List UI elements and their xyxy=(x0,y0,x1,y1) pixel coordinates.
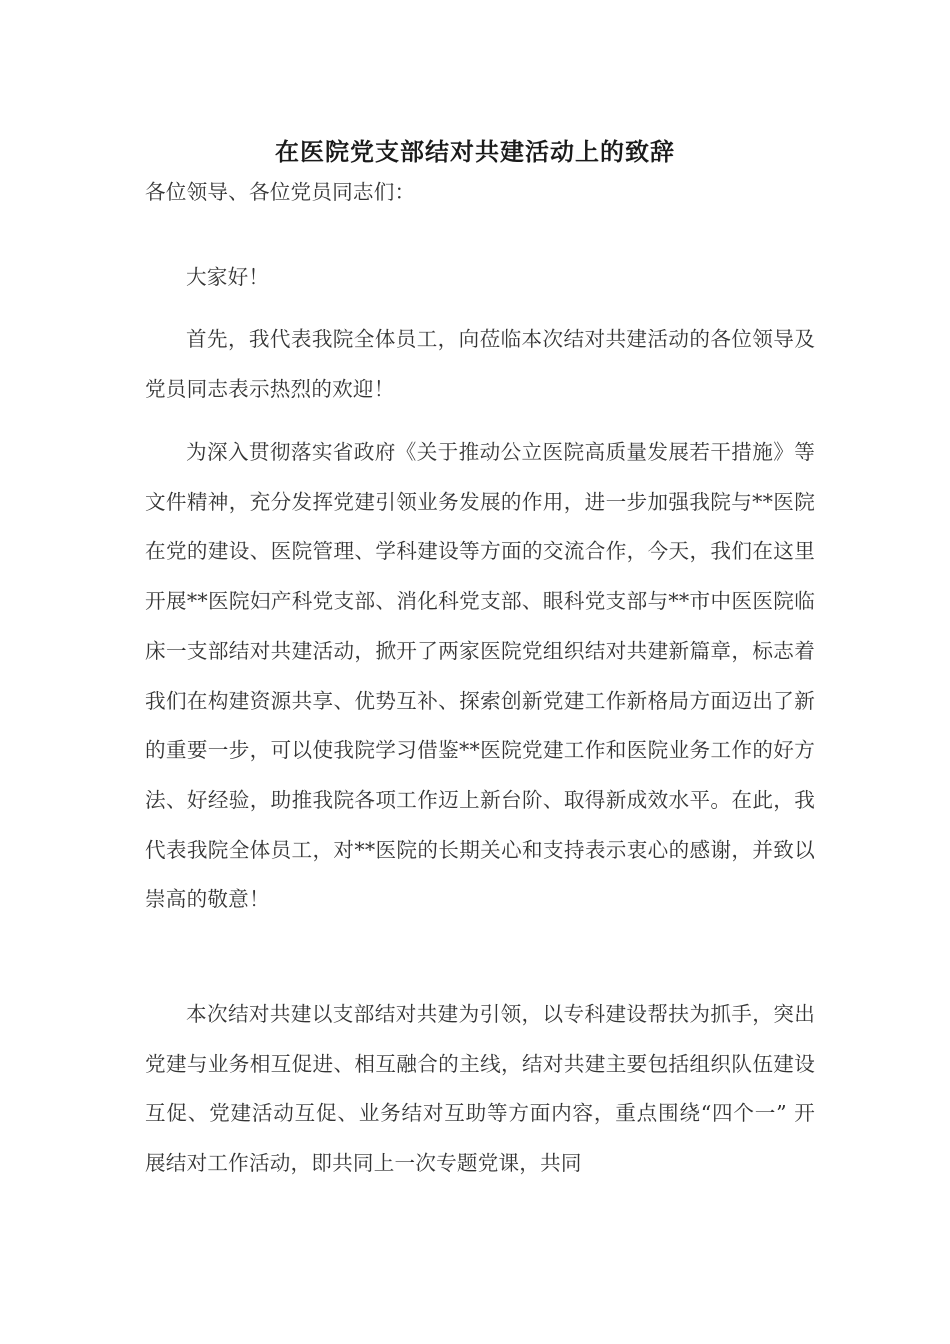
salutation: 各位领导、各位党员同志们： xyxy=(145,180,416,204)
paragraph-purpose: 为深入贯彻落实省政府《关于推动公立医院高质量发展若干措施》等文件精神，充分发挥党建引领业务发展的作用，进一步加强我院与**医院在党的建设、医院管理、学科建设等方面的交流合作，今天，我们在这里开展**医院妇产科党支部、消化科党支部、眼科党支部与**市中医医院临床一支部结对共建活动，掀开了两家医院党组织结对共建新篇章，标志着我们在构建资源共享、优势互补、探索创新党建工作新格局方面迈出了新的重要一步，可以使我院学习借鉴**医院党建工作和医院业务工作的好方法、好经验，助推我院各项工作迈上新台阶、取得新成效水平。在此，我代表我院全体员工，对**医院的长期关心和支持表示衷心的感谢，并致以崇高的敬意！ xyxy=(145,440,815,912)
paragraph-welcome: 首先，我代表我院全体员工，向莅临本次结对共建活动的各位领导及党员同志表示热烈的欢迎！ xyxy=(145,327,815,401)
greeting: 大家好！ xyxy=(186,265,270,289)
document-title: 在医院党支部结对共建活动上的致辞 xyxy=(275,137,675,166)
paragraph-content: 本次结对共建以支部结对共建为引领，以专科建设帮扶为抓手，突出党建与业务相互促进、相互融合的主线，结对共建主要包括组织队伍建设互促、党建活动互促、业务结对互助等方面内容，重点围绕“四个一” 开展结对工作活动，即共同上一次专题党课，共同 xyxy=(145,1002,815,1176)
